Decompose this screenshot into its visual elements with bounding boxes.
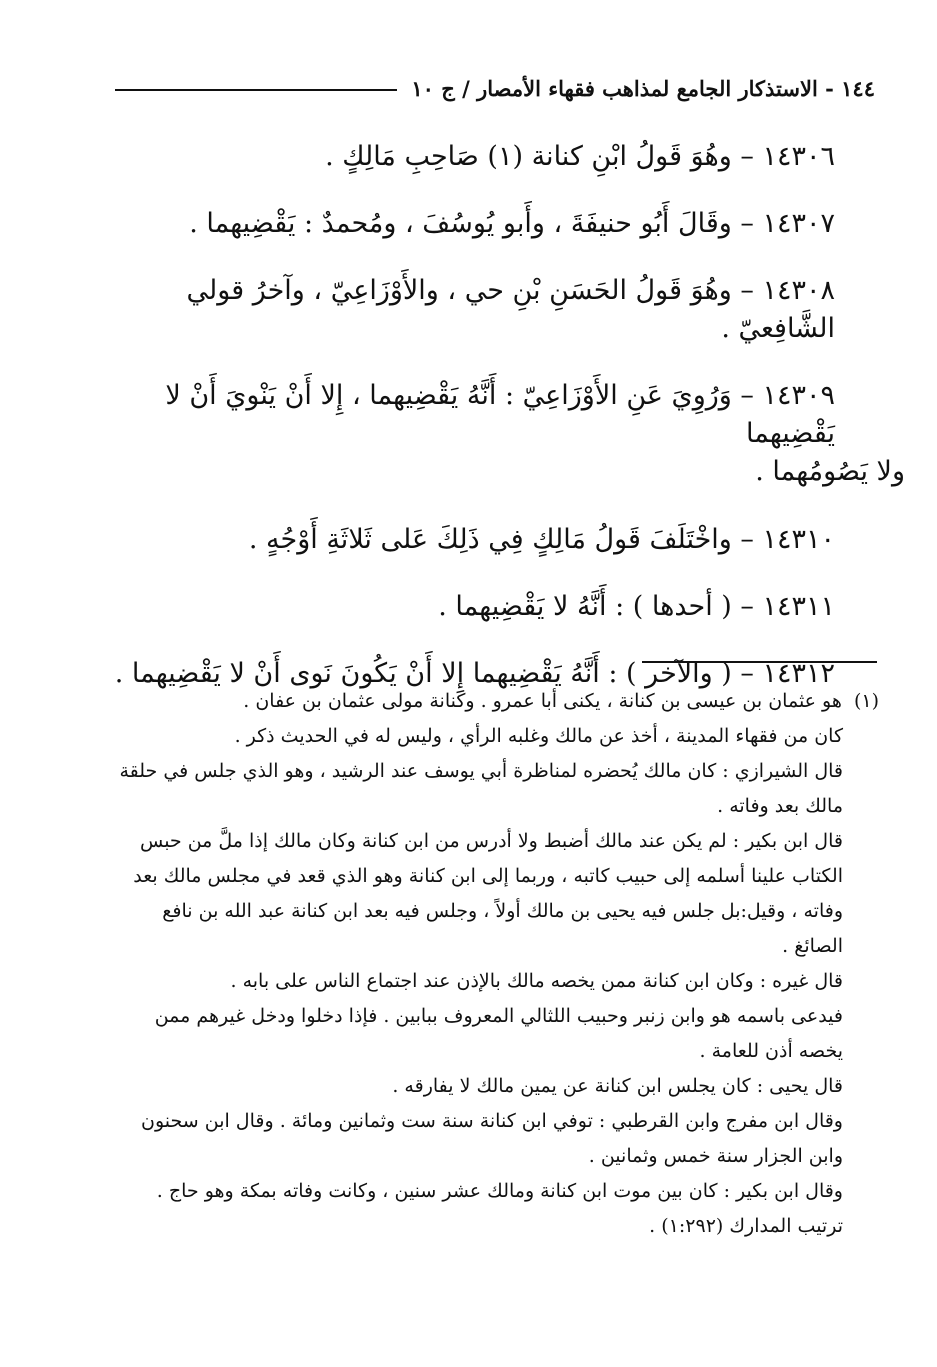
footnotes [119,684,879,1244]
paragraph-14309-line2: ولا يَصُومُهما . [755,456,905,487]
footnote-1-first-line [119,684,879,719]
footnote-1-text: هو عثمان بن عيسى بن كنانة ، يكنى أبا عمرو . وكنانة مولى عثمان بن عفان . [243,690,842,712]
footnote-line: قال الشيرازي : كان مالك يُحضره لمناظرة أبي يوسف عند الرشيد ، وهو الذي جلس في حلقة مالك بعد وفاته . [119,760,843,817]
paragraph-14307: ١٤٣٠٧ – وقَالَ أَبُو حنيفَةَ ، وأَبو يُوسُفَ ، ومُحمدٌ : يَقْضِيهما . [189,208,835,239]
paragraph-14312: ١٤٣١٢ – ( والآخر ) : أَنَّهُ يَقْضِيهما إِلا أَنْ يَكُونَ نَوى أَنْ لا يَقْضِيهما . [114,658,835,689]
paragraph-14311: ١٤٣١١ – ( أحدها ) : أَنَّهُ لا يَقْضِيهما . [438,591,835,622]
paragraph-14309 [105,377,905,491]
footnote-separator [642,661,877,663]
footnote-line: فيدعى باسمه هو وابن زنبر وحبيب اللثالي المعروف ببابين . فإذا دخلوا ودخل غيرهم ممن يخصه أذن للعامة . [154,1005,843,1062]
footnote-line: وقال ابن مفرج وابن القرطبي : توفي ابن كنانة سنة ست وثمانين ومائة . وقال ابن سحنون وابن الجزار سنة خمس وثمانين . [141,1110,843,1167]
paragraph-14308: ١٤٣٠٨ – وهُوَ قَولُ الحَسَنِ بْنِ حي ، والأَوْزَاعِيّ ، وآخرُ قولي الشَّافِعيّ . [186,275,835,344]
header-title: ١٤٤ - الاستذكار الجامع لمذاهب فقهاء الأمصار / ج ١٠ [411,75,875,101]
paragraph-14310: ١٤٣١٠ – واخْتَلَفَ قَولُ مَالِكٍ فِي ذَلِكَ عَلى ثَلاثَةِ أَوْجُهٍ . [248,524,835,555]
main-text [105,138,905,722]
paragraph-14306: ١٤٣٠٦ – وهُوَ قَولُ ابْنِ كنانة (١) صَاحِبِ مَالِكٍ . [325,141,835,172]
footnote-line: قال يحيى : كان يجلس ابن كنانة عن يمين مالك لا يفارقه . [392,1075,843,1097]
paragraph-14309-line1: ١٤٣٠٩ – وَرُوِيَ عَنِ الأَوْزَاعِيّ : أَنَّهُ يَقْضِيهما ، إِلا أَنْ يَنْويَ أَنْ لا يَقْضِيهما [165,380,835,449]
footnote-number: (١) [853,690,879,712]
running-header [115,68,875,108]
footnote-line: كان من فقهاء المدينة ، أخذ عن مالك وغلبه الرأي ، وليس له في الحديث ذكر . [234,725,843,747]
footnote-line: وقال ابن بكير : كان بين موت ابن كنانة ومالك عشر سنين ، وكانت وفاته بمكة وهو حاج . ترتيب المدارك (١:٢٩٢) . [156,1180,843,1237]
header-rule [115,89,397,91]
footnote-line: قال ابن بكير : لم يكن عند مالك أضبط ولا أدرس من ابن كنانة وكان مالك إذا ملَّ من حبس الكتاب علينا أسلمه إلى حبيب كاتبه ، وربما إلى ابن كنانة وهو الذي قعد في مجلس مالك بعد وفاته ، وقيل:بل جلس فيه يحيى بن مالك أولاً ، وجلس فيه بعد ابن كنانة عبد الله بن نافع الصائغ . [133,830,843,957]
footnote-line: قال غيره : وكان ابن كنانة ممن يخصه مالك بالإذن عند اجتماع الناس على بابه . [230,970,843,992]
